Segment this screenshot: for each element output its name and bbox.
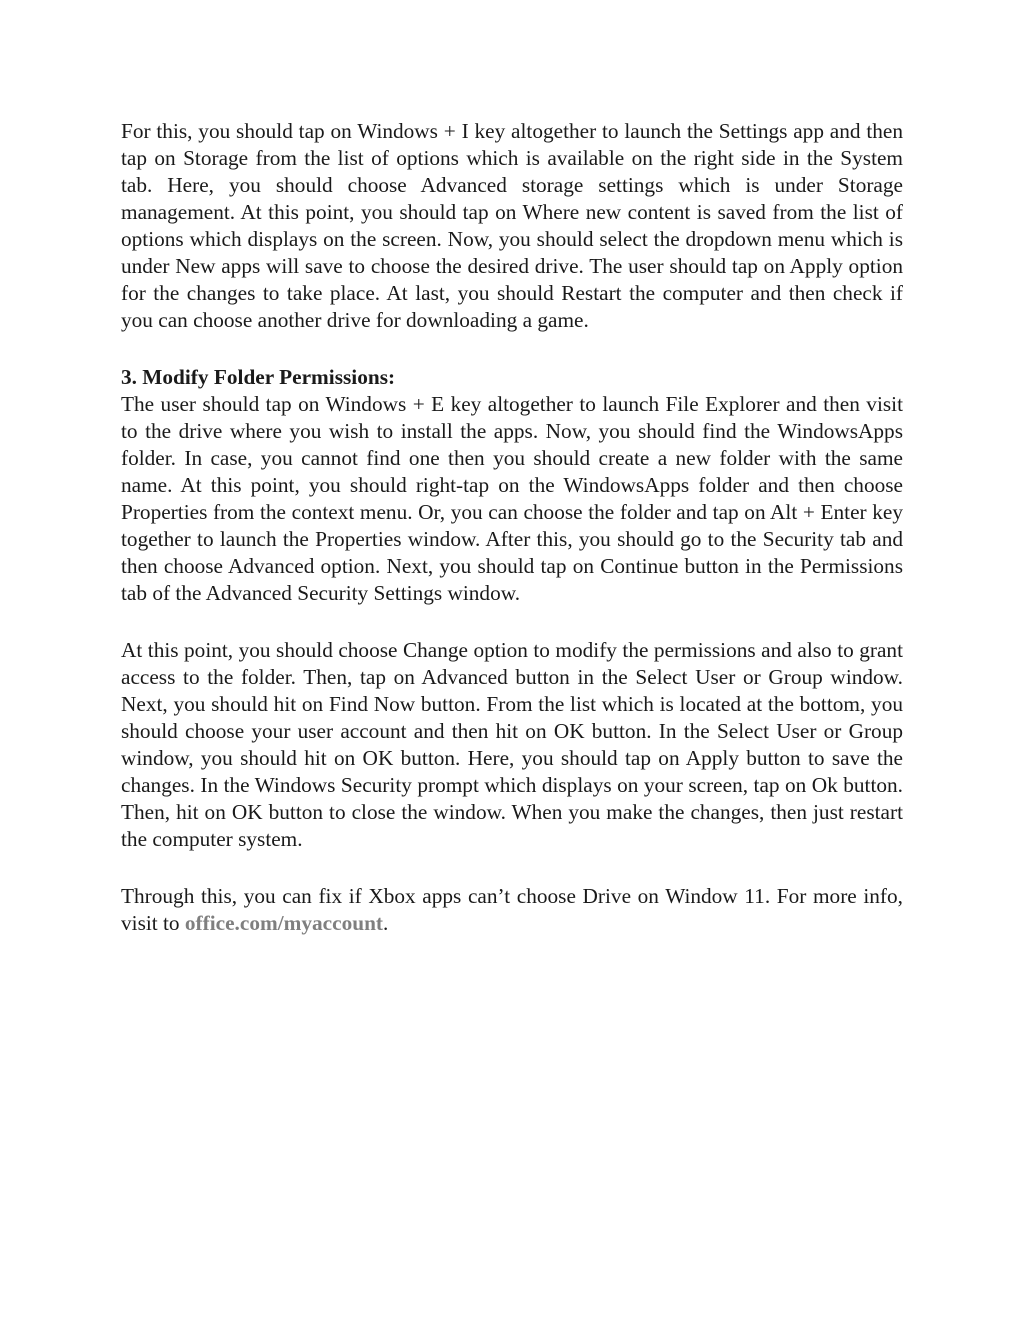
paragraph-spacer <box>121 853 903 883</box>
closing-period: . <box>383 911 389 935</box>
closing-text: Through this, you can fix if Xbox apps can’t choose Drive on Window 11. For more info, visit to <box>121 884 903 935</box>
paragraph-spacer <box>121 334 903 364</box>
intro-paragraph: For this, you should tap on Windows + I key altogether to launch the Settings app and then tap on Storage from the list of options which is available on the right side in the System tab. Here, you should choose Advanced storage settings which is under Storage management. At this point, you should tap on Where new content is saved from the list of options which displays on the screen. Now, you should select the dropdown menu which is under New apps will save to choose the desired drive. The user should tap on Apply option for the changes to take place. At last, you should Restart the computer and then check if you can choose another drive for downloading a game. <box>121 119 903 332</box>
closing-paragraph <box>121 883 903 937</box>
section-paragraph: The user should tap on Windows + E key altogether to launch File Explorer and then visit to the drive where you wish to install the apps. Now, you should find the WindowsApps folder. In case, you cannot find one then you should create a new folder with the same name. At this point, you should right-tap on the WindowsApps folder and then choose Properties from the context menu. Or, you can choose the folder and tap on Alt + Enter key together to launch the Properties window. After this, you should go to the Security tab and then choose Advanced option. Next, you should tap on Continue button in the Permissions tab of the Advanced Security Settings window. <box>121 392 903 605</box>
office-account-link[interactable]: office.com/myaccount <box>184 911 384 935</box>
document-page <box>121 118 903 937</box>
permissions-paragraph: At this point, you should choose Change option to modify the permissions and also to grant access to the folder. Then, tap on Advanced button in the Select User or Group window. Next, you should hit on Find Now button. From the list which is located at the bottom, you should choose your user account and then hit on OK button. In the Select User or Group window, you should hit on OK button. Here, you should tap on Apply button to save the changes. In the Windows Security prompt which displays on your screen, tap on Ok button. Then, hit on OK button to close the window. When you make the changes, then just restart the computer system. <box>121 638 903 851</box>
paragraph-spacer <box>121 607 903 637</box>
section-heading: 3. Modify Folder Permissions: <box>121 365 396 389</box>
